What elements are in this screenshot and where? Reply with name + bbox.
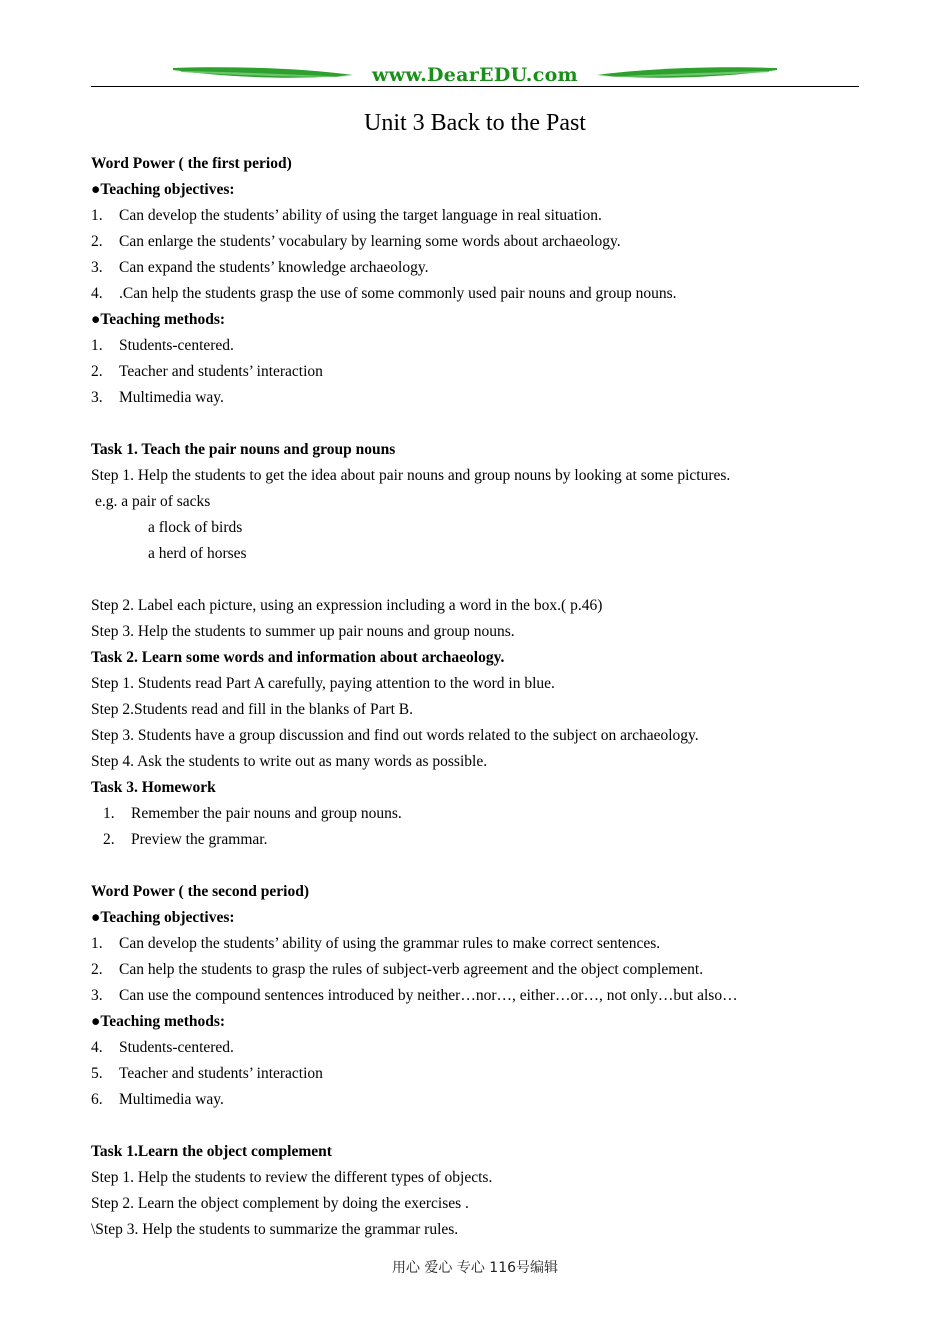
method-item: 3. Multimedia way. [91, 389, 224, 406]
step-line: Step 1. Help the students to review the different types of objects. [91, 1169, 493, 1186]
header-rule [91, 86, 859, 87]
step-line: Step 3. Help the students to summer up pair nouns and group nouns. [91, 623, 515, 640]
section-heading-first-period: Word Power ( the first period) [91, 155, 292, 172]
objective-item: 1. Can develop the students’ ability of using the grammar rules to make correct sentences. [91, 935, 661, 952]
task-heading: Task 2. Learn some words and information about archaeology. [91, 649, 505, 666]
step-line: Step 2. Label each picture, using an expression including a word in the box.( p.46) [91, 597, 603, 614]
example-line: a herd of horses [148, 545, 247, 562]
objective-item: 1. Can develop the students’ ability of using the target language in real situation. [91, 207, 602, 224]
method-item: 5. Teacher and students’ interaction [91, 1065, 323, 1082]
step-line: Step 1. Students read Part A carefully, paying attention to the word in blue. [91, 675, 555, 692]
page-header [91, 62, 859, 92]
objectives-heading: ●Teaching objectives: [91, 909, 235, 926]
task-heading: Task 3. Homework [91, 779, 216, 796]
task-heading: Task 1.Learn the object complement [91, 1143, 332, 1160]
document-title: Unit 3 Back to the Past [364, 110, 586, 136]
blank-line [91, 853, 871, 879]
homework-item: 1. Remember the pair nouns and group nouns. [103, 805, 402, 822]
step-line: \Step 3. Help the students to summarize the grammar rules. [91, 1221, 459, 1238]
objective-item: 3. Can use the compound sentences introduced by neither…nor…, either…or…, not only…but also… [91, 987, 738, 1004]
objective-item: 2. Can enlarge the students’ vocabulary by learning some words about archaeology. [91, 233, 621, 250]
method-item: 2. Teacher and students’ interaction [91, 363, 323, 380]
blank-line [91, 567, 871, 593]
method-item: 4. Students-centered. [91, 1039, 234, 1056]
document-body [91, 151, 871, 1243]
objective-item: 2. Can help the students to grasp the rules of subject-verb agreement and the object complement. [91, 961, 704, 978]
example-line: e.g. a pair of sacks [95, 493, 211, 510]
step-line: Step 1. Help the students to get the idea about pair nouns and group nouns by looking at some pictures. [91, 467, 731, 484]
method-item: 6. Multimedia way. [91, 1091, 224, 1108]
step-line: Step 3. Students have a group discussion and find out words related to the subject on archaeology. [91, 727, 699, 744]
page-footer: 用心 爱心 专心 116号编辑 [391, 1260, 559, 1276]
objective-item: 4. .Can help the students grasp the use of some commonly used pair nouns and group nouns. [91, 285, 677, 302]
blank-line [91, 1113, 871, 1139]
step-line: Step 2.Students read and fill in the blanks of Part B. [91, 701, 414, 718]
example-line: a flock of birds [148, 519, 243, 536]
section-heading-second-period: Word Power ( the second period) [91, 883, 309, 900]
blank-line [91, 411, 871, 437]
objective-item: 3. Can expand the students’ knowledge archaeology. [91, 259, 429, 276]
header-site-name[interactable]: www.DearEDU.com [372, 64, 578, 86]
methods-heading: ●Teaching methods: [91, 311, 226, 328]
method-item: 1. Students-centered. [91, 337, 234, 354]
task-heading: Task 1. Teach the pair nouns and group nouns [91, 441, 396, 458]
step-line: Step 2. Learn the object complement by doing the exercises . [91, 1195, 469, 1212]
methods-heading: ●Teaching methods: [91, 1013, 226, 1030]
homework-item: 2. Preview the grammar. [103, 831, 268, 848]
objectives-heading: ●Teaching objectives: [91, 181, 235, 198]
step-line: Step 4. Ask the students to write out as many words as possible. [91, 753, 488, 770]
